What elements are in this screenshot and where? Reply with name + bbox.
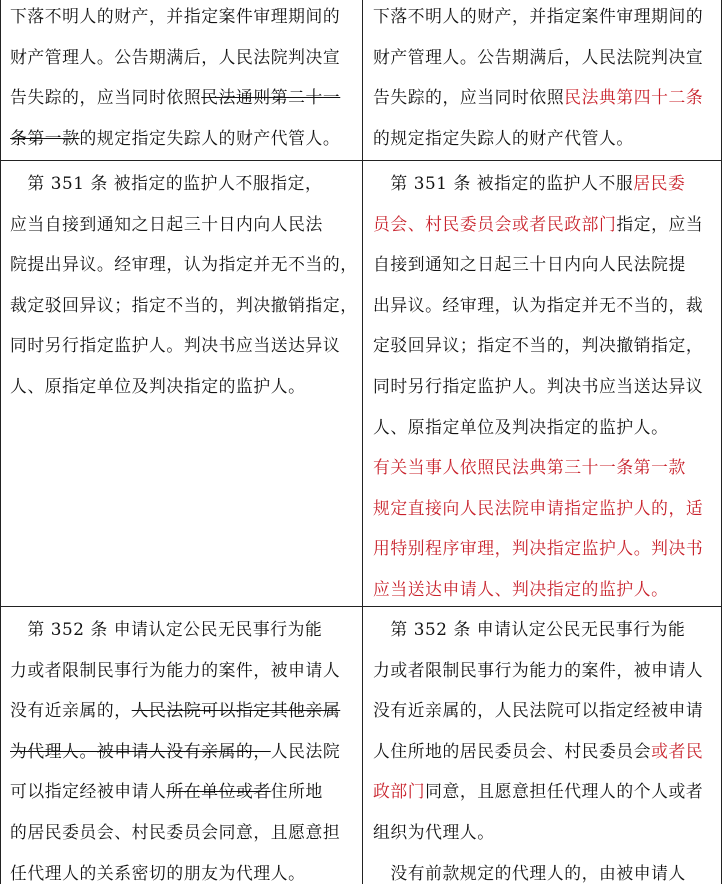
text-line [10, 619, 322, 639]
text-run: 应当自接到通知之日起三十日内向人民法 [10, 213, 323, 234]
text-line [373, 863, 686, 883]
text-line [373, 498, 703, 518]
text-run: 可以指定经被申请人 [10, 781, 167, 802]
text-run: 没有前款规定的代理人的，由被申请人 [373, 862, 686, 883]
text-run: 第 352 条 申请认定公民无民事行为能 [10, 619, 323, 639]
text-line [10, 822, 340, 842]
text-run: 财产管理人。公告期满后，人民法院判决宣 [10, 46, 341, 67]
text-line [10, 214, 323, 234]
text-line [373, 295, 703, 315]
text-line [10, 254, 358, 274]
added-text: 员会、村民委员会或者民政部门 [373, 213, 617, 234]
text-run: 同意，且愿意担任代理人的个人或者 [425, 781, 704, 802]
text-run: 同时另行指定监护人。判决书应当送达异议 [373, 376, 704, 396]
added-text: 民法典第四十二条 [564, 87, 704, 108]
deleted-text: 为代理人。被申请人没有亲属的， [10, 740, 271, 761]
text-run: 裁定驳回异议；指定不当的，判决撤销指定， [10, 294, 358, 315]
text-line [373, 254, 686, 274]
text-run: 力或者限制民事行为能力的案件，被申请人 [373, 659, 704, 680]
text-line [373, 538, 703, 558]
deleted-text: 条第一款 [10, 127, 80, 148]
added-text: 居民委 [633, 173, 686, 193]
text-run: 指定，应当 [616, 213, 704, 234]
added-text: 有关当事人依照民法典第三十一条第一款 [373, 457, 686, 478]
text-line [373, 87, 703, 107]
added-text: 规定直接向人民法院申请指定监护人的，适 [373, 497, 704, 518]
text-line [10, 376, 305, 396]
text-line [373, 128, 634, 148]
text-line [10, 863, 305, 883]
text-line [373, 781, 703, 801]
text-run: 自接到通知之日起三十日内向人民法院提 [373, 254, 686, 275]
text-line [10, 87, 340, 107]
text-run: 告失踪的，应当同时依照 [10, 87, 202, 108]
text-line [10, 700, 340, 720]
text-line [373, 700, 703, 720]
row3-old-cell [0, 607, 362, 884]
text-run: 的规定指定失踪人的财产代管人。 [373, 127, 634, 148]
text-line [373, 47, 703, 67]
text-run: 定驳回异议；指定不当的，判决撤销指定， [373, 335, 704, 356]
text-run: 院提出异议。经审理，认为指定并无不当的， [10, 254, 358, 275]
deleted-text: 民法通则第二十一 [201, 87, 341, 108]
text-run: 没有近亲属的， [10, 700, 132, 721]
text-line [10, 173, 322, 193]
text-line [373, 376, 703, 396]
text-run: 出异议。经审理，认为指定并无不当的，裁 [373, 294, 704, 315]
text-run: 力或者限制民事行为能力的案件，被申请人 [10, 659, 341, 680]
text-run: 同时另行指定监护人。判决书应当送达异议 [10, 335, 341, 356]
text-line [373, 173, 685, 193]
row1-new-cell [363, 0, 721, 160]
text-run: 财产管理人。公告期满后，人民法院判决宣 [373, 46, 704, 67]
text-run: 没有近亲属的，人民法院可以指定经被申请 [373, 700, 704, 721]
text-run: 第 352 条 申请认定公民无民事行为能 [373, 619, 686, 639]
text-run: 的规定指定失踪人的财产代管人。 [79, 127, 341, 148]
text-line [373, 579, 668, 599]
row2-old-cell [0, 161, 362, 606]
text-line [10, 295, 358, 315]
text-run: 的居民委员会、村民委员会同意，且愿意担 [10, 822, 341, 842]
text-run: 告失踪的，应当同时依照 [373, 87, 565, 108]
text-run: 下落不明人的财产，并指定案件审理期间的 [373, 6, 704, 26]
row1-old-cell [0, 0, 362, 160]
deleted-text: 人民法院可以指定其他亲属 [131, 700, 341, 721]
text-line [373, 335, 703, 355]
deleted-text: 所在单位或者 [166, 781, 271, 802]
text-line [10, 741, 340, 761]
added-text: 或者民 [651, 740, 704, 761]
text-line [10, 128, 340, 148]
row2-new-cell [363, 161, 721, 606]
text-run: 人住所地的居民委员会、村民委员会 [373, 740, 652, 761]
text-run: 住所地 [270, 781, 323, 802]
added-text: 用特别程序审理，判决指定监护人。判决书 [373, 538, 704, 559]
text-line [373, 214, 703, 234]
text-line [373, 660, 703, 680]
text-line [10, 781, 323, 801]
text-run: 人、原指定单位及判决指定的监护人。 [10, 376, 306, 396]
row3-new-cell [363, 607, 721, 884]
text-line [10, 6, 340, 26]
text-line [10, 335, 340, 355]
text-line [373, 457, 686, 477]
text-line [373, 417, 668, 437]
text-run: 第 351 条 被指定的监护人不服 [373, 173, 634, 193]
added-text: 应当送达申请人、判决指定的监护人。 [373, 579, 669, 599]
added-text: 政部门 [373, 781, 426, 802]
text-line [10, 47, 340, 67]
text-run: 下落不明人的财产，并指定案件审理期间的 [10, 6, 341, 26]
text-line [373, 822, 495, 842]
text-run: 组织为代理人。 [373, 822, 495, 842]
text-line [373, 741, 703, 761]
text-line [10, 660, 340, 680]
text-run: 人、原指定单位及判决指定的监护人。 [373, 416, 669, 437]
text-line [373, 619, 685, 639]
text-run: 第 351 条 被指定的监护人不服指定， [10, 173, 323, 193]
text-run: 人民法院 [270, 740, 341, 761]
text-line [373, 6, 703, 26]
text-run: 任代理人的关系密切的朋友为代理人。 [10, 862, 306, 883]
